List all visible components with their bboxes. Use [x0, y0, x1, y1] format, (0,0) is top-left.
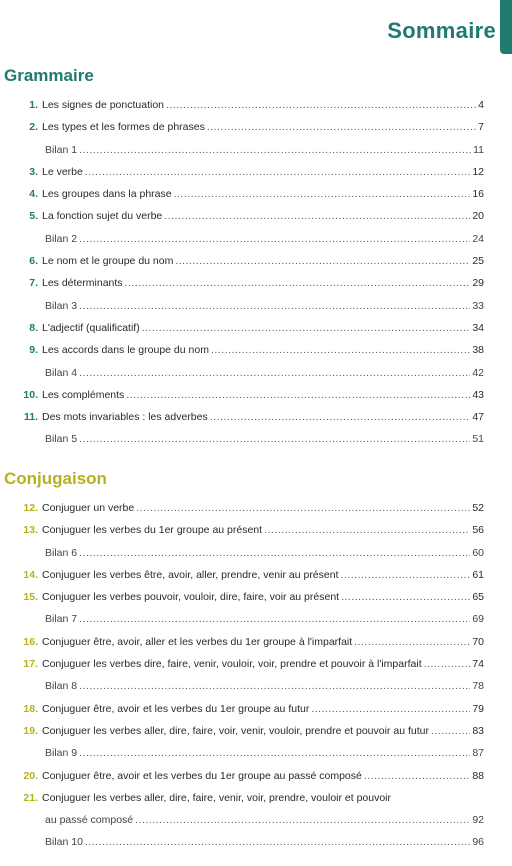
- toc-entry-label: Bilan 8: [45, 680, 78, 693]
- toc-entry[interactable]: [0, 362, 512, 384]
- toc-entry[interactable]: [0, 339, 512, 361]
- toc-entry[interactable]: [0, 228, 512, 250]
- toc-entry[interactable]: [0, 742, 512, 764]
- toc-entry[interactable]: [0, 139, 512, 161]
- toc-entry-page: 38: [472, 344, 484, 357]
- leader-dots: [142, 317, 471, 339]
- toc-entry-page: 79: [472, 702, 484, 715]
- leader-dots: [126, 384, 470, 406]
- leader-dots: [79, 428, 470, 450]
- toc-entry[interactable]: [0, 653, 512, 675]
- toc-entry[interactable]: [0, 161, 512, 183]
- leader-dots: [79, 675, 470, 697]
- toc-entry-page: 51: [472, 433, 484, 446]
- toc-entry[interactable]: [0, 787, 512, 809]
- toc-entry-page: 42: [472, 366, 484, 379]
- toc-entry-label: Les types et les formes de phrases: [42, 121, 205, 134]
- toc-entry[interactable]: [0, 406, 512, 428]
- toc-entry-number: 8.: [29, 321, 38, 334]
- toc-entry-number: 11.: [23, 411, 38, 424]
- toc-entry-page: 52: [472, 502, 484, 514]
- toc-entry-label: Des mots invariables : les adverbes: [42, 411, 208, 424]
- toc-entry-label: Le verbe: [42, 165, 83, 178]
- toc-list-grammaire: [0, 94, 512, 451]
- toc-entry-label: Les groupes dans la phrase: [42, 188, 172, 201]
- toc-entry[interactable]: [0, 317, 512, 339]
- toc-entry-number: 12.: [23, 502, 38, 514]
- toc-entry-page: 7: [478, 121, 484, 134]
- toc-entry-page: 83: [472, 724, 484, 737]
- toc-entry-page: 29: [472, 277, 484, 290]
- toc-entry-number: 6.: [29, 255, 38, 268]
- toc-entry-number: 5.: [29, 210, 38, 223]
- leader-dots: [79, 139, 471, 161]
- toc-entry-label: Conjuguer être, avoir et les verbes du 1er groupe au passé composé: [42, 769, 362, 782]
- section-title-grammaire: Grammaire: [4, 66, 94, 85]
- toc-entry-label: La fonction sujet du verbe: [42, 210, 163, 223]
- toc-entry-page: 56: [472, 524, 484, 537]
- toc-entry[interactable]: [0, 116, 512, 138]
- toc-entry-page: 65: [472, 591, 484, 604]
- toc-entry[interactable]: [0, 519, 512, 541]
- leader-dots: [79, 542, 470, 564]
- toc-entry-page: 12: [472, 165, 484, 178]
- toc-entry-label: Conjuguer un verbe: [42, 502, 135, 514]
- toc-entry-page: 25: [472, 255, 484, 268]
- toc-entry[interactable]: [0, 631, 512, 653]
- leader-dots: [210, 406, 471, 428]
- leader-dots: [424, 653, 471, 675]
- toc-entry-label: Bilan 4: [45, 366, 78, 379]
- toc-entry-number: 13.: [23, 524, 38, 537]
- toc-entry-label: Les compléments: [42, 388, 125, 401]
- toc-entry-label: au passé composé: [45, 814, 134, 827]
- toc-entry-label: Bilan 1: [45, 143, 78, 156]
- toc-entry[interactable]: [0, 272, 512, 294]
- toc-entry-page: 74: [472, 658, 484, 671]
- toc-entry-label: Bilan 6: [45, 546, 78, 559]
- toc-entry[interactable]: [0, 809, 512, 831]
- leader-dots: [79, 362, 470, 384]
- toc-entry-label: L'adjectif (qualificatif): [42, 321, 140, 334]
- toc-entry[interactable]: [0, 675, 512, 697]
- toc-entry-number: 19.: [23, 724, 38, 737]
- leader-dots: [175, 250, 470, 272]
- toc-entry-number: 18.: [23, 702, 38, 715]
- toc-entry[interactable]: [0, 608, 512, 630]
- toc-entry-page: 87: [472, 747, 484, 760]
- toc-entry-label: Conjuguer les verbes dire, faire, venir, vouloir, voir, prendre et pouvoir à l'imparfait: [42, 658, 422, 671]
- toc-entry-label: Bilan 3: [45, 299, 78, 312]
- toc-entry[interactable]: [0, 183, 512, 205]
- toc-entry-label: Bilan 10: [45, 836, 83, 849]
- leader-dots: [207, 116, 476, 138]
- toc-entry-number: 17.: [23, 658, 38, 671]
- toc-entry-number: 3.: [29, 165, 38, 178]
- section-tab: [500, 0, 512, 54]
- leader-dots: [79, 228, 470, 250]
- toc-entry-page: 92: [472, 814, 484, 827]
- toc-entry[interactable]: [0, 720, 512, 742]
- toc-entry-number: 9.: [29, 344, 38, 357]
- toc-entry-page: 47: [472, 411, 484, 424]
- leader-dots: [311, 698, 470, 720]
- leader-dots: [174, 183, 471, 205]
- toc-entry[interactable]: [0, 384, 512, 406]
- toc-entry-number: 7.: [29, 277, 38, 290]
- toc-entry-page: 69: [472, 613, 484, 626]
- toc-entry[interactable]: [0, 94, 512, 116]
- toc-entry-page: 24: [472, 232, 484, 245]
- toc-list-conjugaison: [0, 497, 512, 854]
- section-title-conjugaison: Conjugaison: [4, 469, 107, 488]
- toc-entry-label: Conjuguer les verbes du 1er groupe au présent: [42, 524, 263, 537]
- toc-entry-label: Les déterminants: [42, 277, 123, 290]
- leader-dots: [354, 631, 470, 653]
- toc-entry-number: 4.: [29, 188, 38, 201]
- leader-dots: [264, 519, 470, 541]
- toc-entry-page: 78: [472, 680, 484, 693]
- leader-dots: [431, 720, 470, 742]
- toc-entry-page: 34: [472, 321, 484, 334]
- toc-entry-label: Conjuguer les verbes aller, dire, faire, venir, voir, prendre, vouloir et pouvoir: [42, 791, 392, 804]
- toc-entry-number: 10.: [23, 388, 38, 401]
- toc-entry-label: Conjuguer les verbes être, avoir, aller, prendre, venir au présent: [42, 568, 339, 581]
- toc-entry-label: Les signes de ponctuation: [42, 99, 165, 111]
- toc-entry[interactable]: [0, 542, 512, 564]
- leader-dots: [79, 295, 470, 317]
- leader-dots: [136, 497, 470, 519]
- toc-entry[interactable]: [0, 765, 512, 787]
- leader-dots: [211, 339, 470, 361]
- toc-entry-page: 60: [472, 546, 484, 559]
- leader-dots: [341, 564, 471, 586]
- toc-entry-number: 21.: [23, 791, 38, 804]
- toc-entry-page: 16: [472, 188, 484, 201]
- toc-entry-number: 2.: [29, 121, 38, 134]
- toc-entry-label: Le nom et le groupe du nom: [42, 255, 174, 268]
- toc-entry-page: 61: [472, 568, 484, 581]
- leader-dots: [166, 94, 476, 116]
- leader-dots: [341, 586, 470, 608]
- toc-entry-number: 1.: [29, 99, 38, 111]
- toc-entry-page: 70: [472, 635, 484, 648]
- leader-dots: [364, 765, 470, 787]
- toc-entry-label: Bilan 9: [45, 747, 78, 760]
- toc-entry[interactable]: [0, 428, 512, 450]
- toc-entry-page: 11: [473, 143, 484, 156]
- toc-entry[interactable]: [0, 205, 512, 227]
- toc-entry-page: 96: [472, 836, 484, 849]
- toc-entry-page: 4: [478, 99, 484, 111]
- toc-entry-label: Bilan 5: [45, 433, 78, 446]
- toc-entry-label: Conjuguer être, avoir, aller et les verbes du 1er groupe à l'imparfait: [42, 635, 353, 648]
- toc-entry[interactable]: [0, 497, 512, 519]
- toc-entry-page: 33: [472, 299, 484, 312]
- leader-dots: [135, 809, 470, 831]
- toc-entry-page: 20: [472, 210, 484, 223]
- toc-entry[interactable]: [0, 831, 512, 853]
- toc-entry-number: 14.: [23, 568, 38, 581]
- leader-dots: [79, 608, 470, 630]
- toc-entry-page: 43: [472, 388, 484, 401]
- toc-entry[interactable]: [0, 698, 512, 720]
- toc-entry[interactable]: [0, 295, 512, 317]
- toc-entry-label: Bilan 7: [45, 613, 78, 626]
- toc-entry[interactable]: [0, 564, 512, 586]
- toc-entry-page: 88: [472, 769, 484, 782]
- leader-dots: [85, 831, 470, 853]
- toc-entry-label: Les accords dans le groupe du nom: [42, 344, 209, 357]
- leader-dots: [164, 205, 470, 227]
- toc-entry-number: 16.: [23, 635, 38, 648]
- toc-entry-label: Conjuguer être, avoir et les verbes du 1er groupe au futur: [42, 702, 310, 715]
- toc-entry-number: 20.: [23, 769, 38, 782]
- toc-entry-label: Conjuguer les verbes aller, dire, faire, voir, venir, vouloir, prendre et pouvoir au futur: [42, 724, 429, 737]
- toc-entry[interactable]: [0, 586, 512, 608]
- toc-entry-label: Bilan 2: [45, 232, 78, 245]
- leader-dots: [85, 161, 470, 183]
- toc-entry[interactable]: [0, 250, 512, 272]
- leader-dots: [79, 742, 470, 764]
- toc-entry-number: 15.: [23, 591, 38, 604]
- toc-entry-label: Conjuguer les verbes pouvoir, vouloir, dire, faire, voir au présent: [42, 591, 340, 604]
- page-title: Sommaire: [387, 18, 496, 43]
- leader-dots: [125, 272, 471, 294]
